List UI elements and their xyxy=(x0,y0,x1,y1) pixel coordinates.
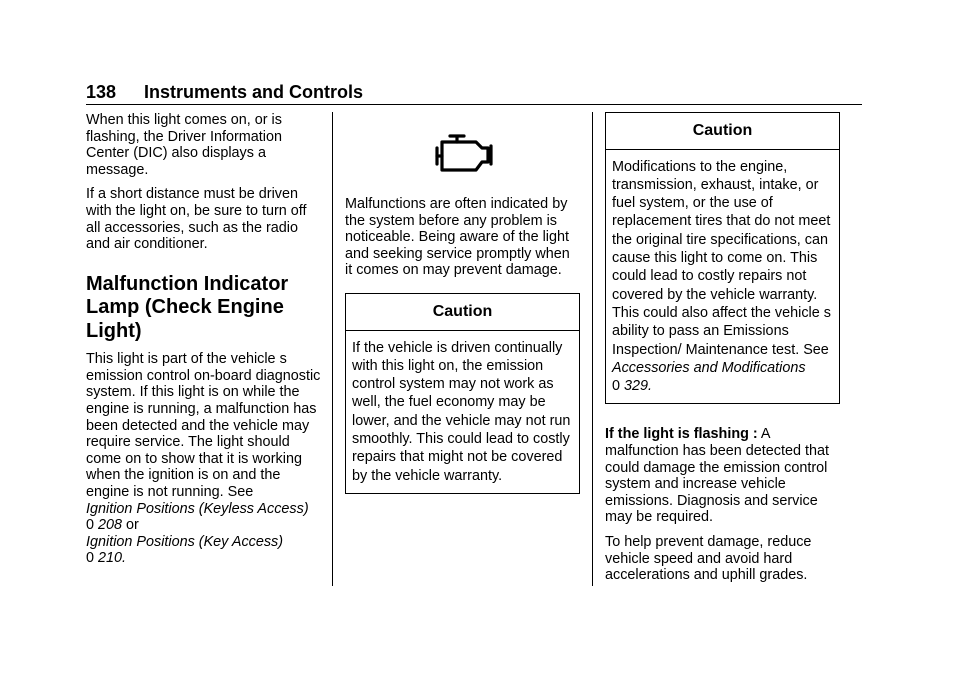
paragraph xyxy=(86,351,322,567)
column-divider xyxy=(332,112,333,586)
page-reference[interactable] xyxy=(86,550,322,567)
cross-reference-link[interactable]: Accessories and Modifications xyxy=(612,359,806,376)
page-ref-number: 210. xyxy=(98,550,127,567)
caution-content xyxy=(606,150,839,404)
page-reference[interactable] xyxy=(612,377,833,395)
paragraph: If a short distance must be driven with the light on, be sure to turn off all accessories, such as the radio and air conditioner. xyxy=(86,186,307,253)
cross-reference-link[interactable]: Ignition Positions (Key Access) xyxy=(86,533,284,550)
ref-connector: or xyxy=(126,517,139,534)
page-ref-arrow-icon: 0 xyxy=(612,378,621,395)
paragraph xyxy=(605,426,840,526)
page-ref-arrow-icon: 0 xyxy=(86,550,95,567)
paragraph: To help prevent damage, reduce vehicle speed and avoid hard accelerations and uphill grades. xyxy=(605,534,812,584)
column-3 xyxy=(605,112,840,592)
section-heading: Malfunction Indicator Lamp (Check Engine Light) xyxy=(86,272,289,342)
cross-reference-link[interactable]: Ignition Positions (Keyless Access) xyxy=(86,500,309,517)
page-number: 138 xyxy=(86,82,117,102)
page-header xyxy=(86,82,862,105)
column-2 xyxy=(345,112,580,494)
paragraph: Malfunctions are often indicated by the system before any problem is noticeable. Being aware of the light and seeking service promptly when it comes on may prevent damage. xyxy=(345,196,570,279)
caution-text: Modifications to the engine, transmission, exhaust, intake, or fuel system, or the use of replacement tires that do not meet the original tire specifications, can cause this light to come on. This could lead to costly repairs not covered by the vehicle warranty. This could also affect the vehicle s ability to pass an Emissions Inspection/ Maintenance test. See xyxy=(612,158,831,358)
page-ref-number: 208 xyxy=(98,517,123,534)
section-title: Instruments and Controls xyxy=(144,82,364,102)
page-reference[interactable] xyxy=(86,517,322,534)
paragraph-text: A malfunction has been detected that could damage the emission control system and increase vehicle emissions. Diagnosis and service may be required. xyxy=(605,426,830,526)
paragraph: When this light comes on, or is flashing, the Driver Information Center (DIC) also displays a message. xyxy=(86,112,282,178)
column-1 xyxy=(86,112,322,575)
page-ref-number: 329. xyxy=(624,378,653,395)
page-ref-arrow-icon: 0 xyxy=(86,517,95,534)
caution-title: Caution xyxy=(606,113,839,150)
caution-text: If the vehicle is driven continually with this light on, the emission control system may not work as well, the fuel economy may be lower, and the vehicle may not run smoothly. This could lead to costly repairs that might not be covered by the vehicle warranty. xyxy=(352,339,571,484)
column-divider xyxy=(592,112,593,586)
check-engine-icon xyxy=(430,134,496,174)
caution-box xyxy=(345,293,580,494)
caution-title: Caution xyxy=(346,294,579,331)
run-in-heading: If the light is flashing : xyxy=(605,426,758,443)
paragraph-text: This light is part of the vehicle s emission control on-board diagnostic system. If this light is on while the engine is running, a malfunction has been detected and the vehicle may require service. The light should come on to show that it is working when the ignition is on and the engine is not running. See xyxy=(86,351,321,500)
caution-box xyxy=(605,112,840,404)
